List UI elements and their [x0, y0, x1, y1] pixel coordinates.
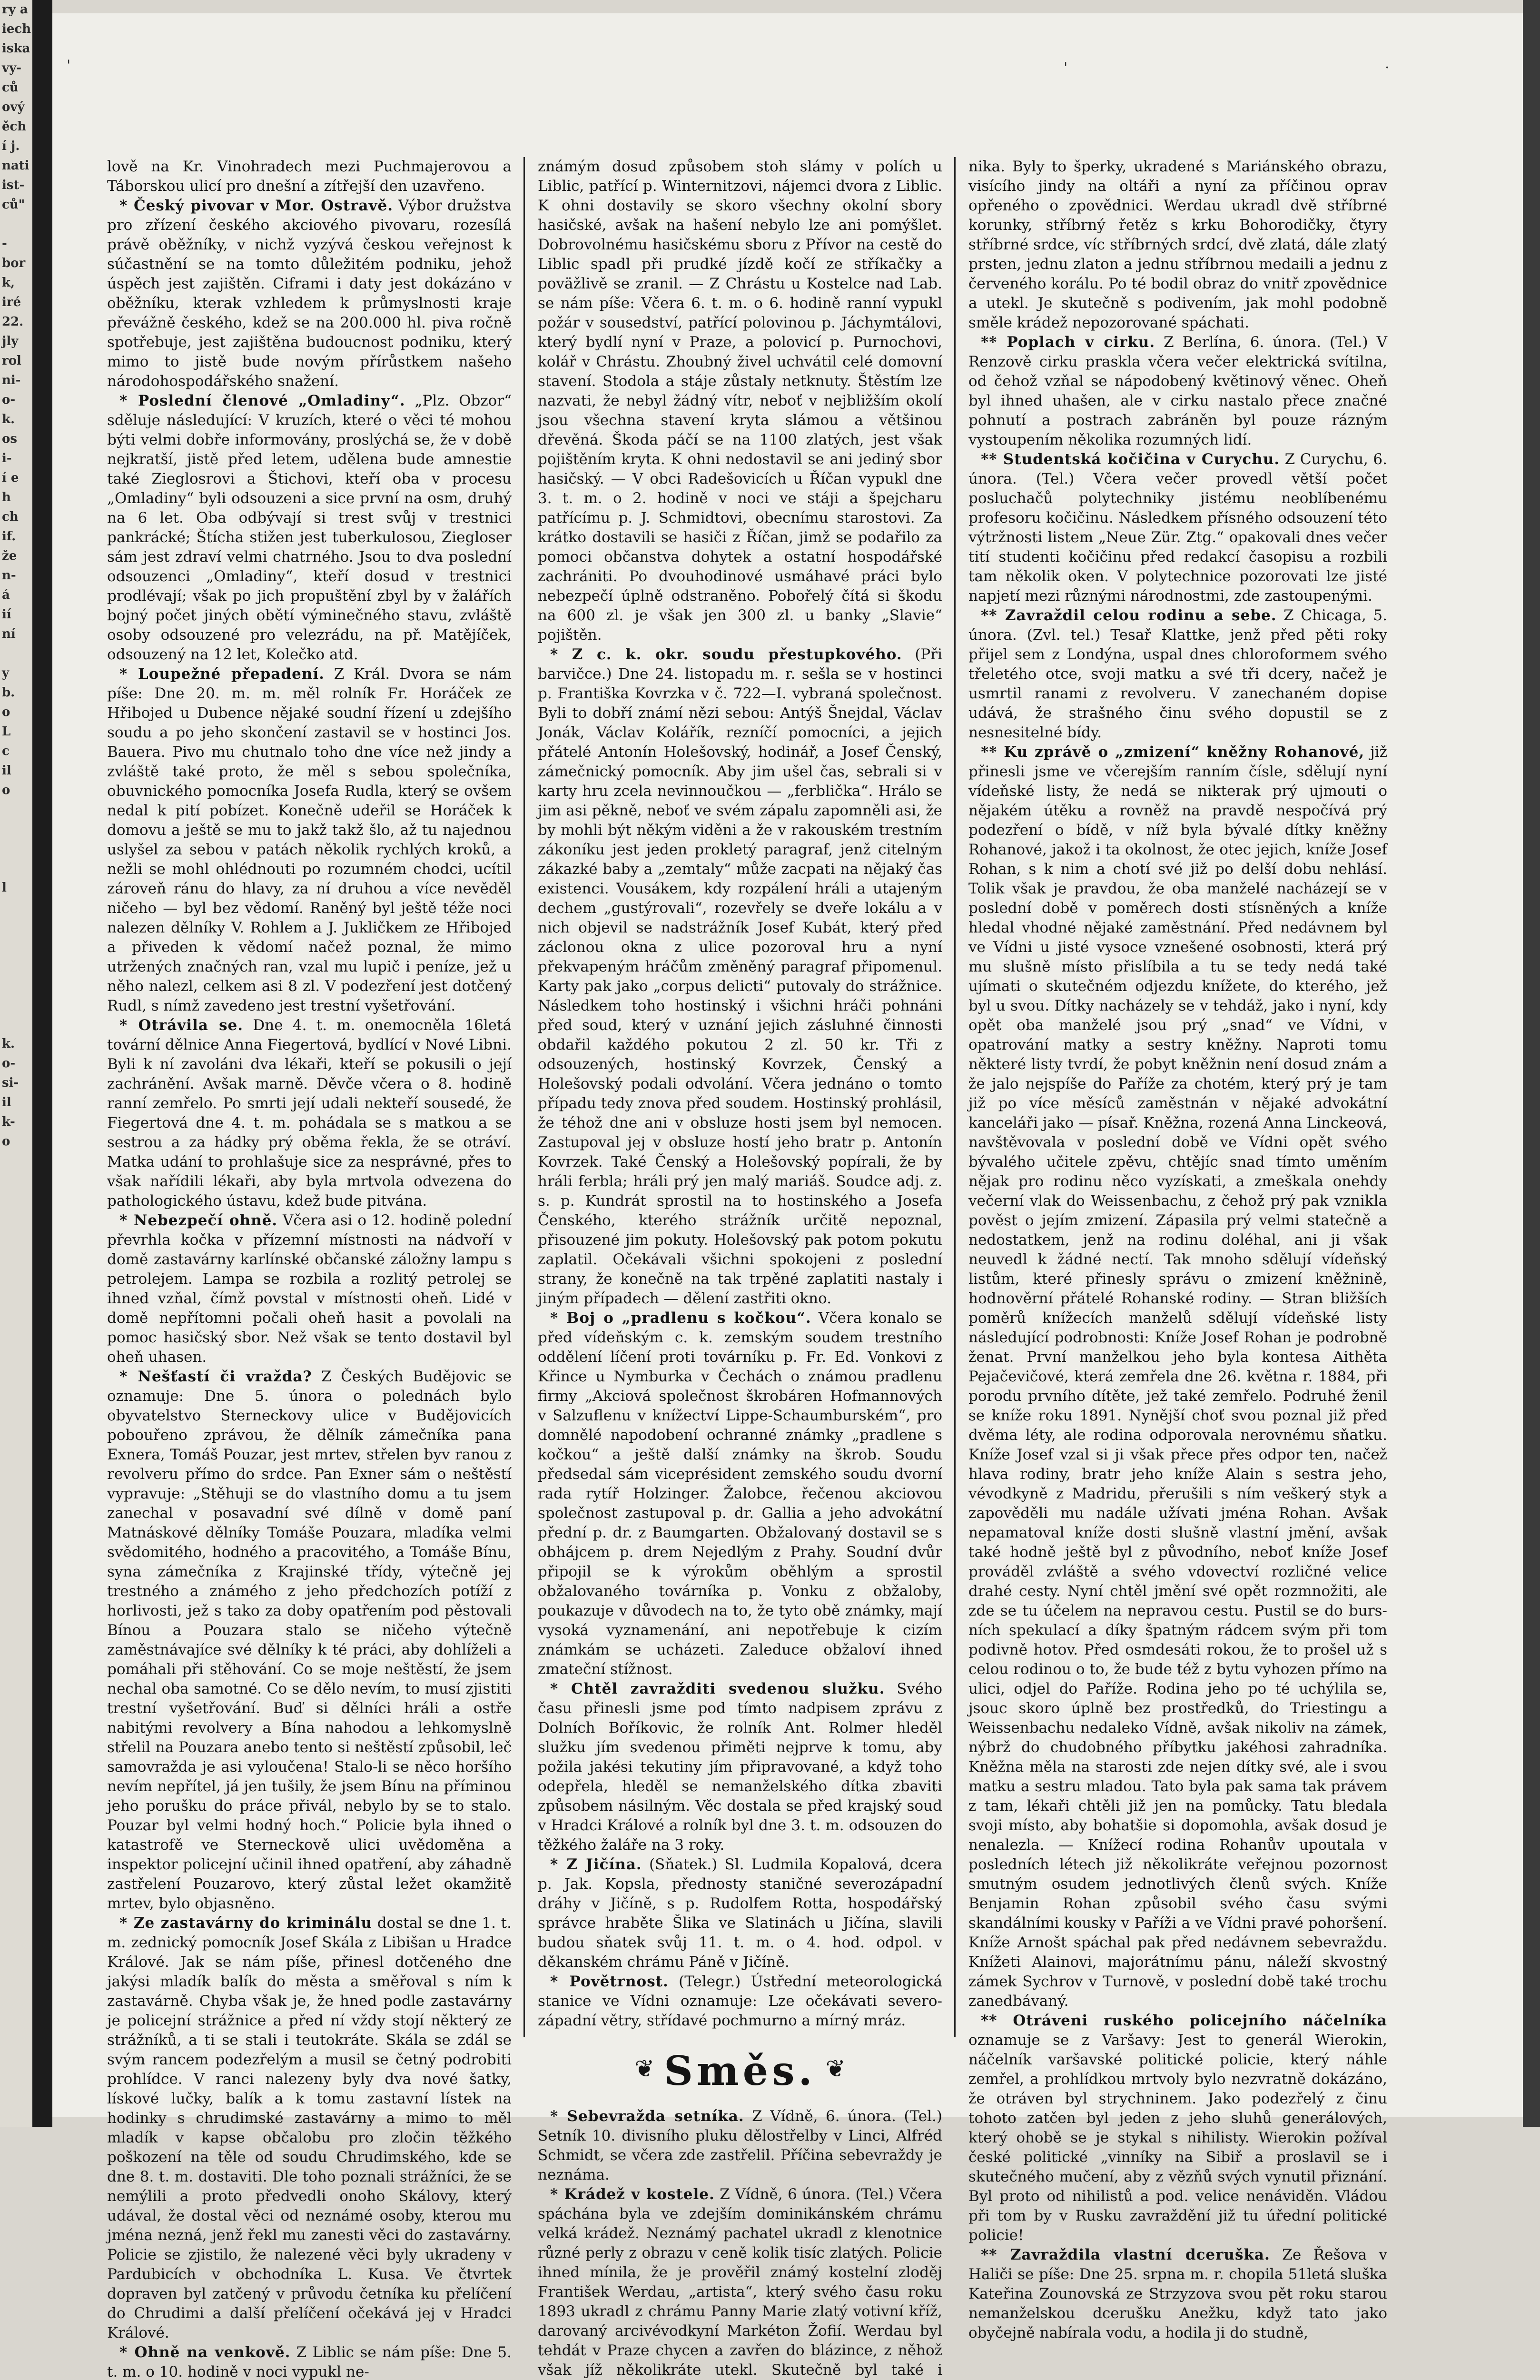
news-body: lově na Kr. Vinohradech mezi Puchmajerovou a Táborskou ulicí pro dnešní a zítřejší den uzavřeno.	[107, 158, 512, 195]
margin-fragment: k.	[2, 412, 15, 426]
column-rule	[954, 157, 956, 2037]
news-headline: ** Studentská kočičina v Curychu.	[981, 451, 1280, 468]
news-headline: * Z c. k. okr. soudu přestupkového.	[550, 646, 902, 663]
news-item	[107, 1914, 512, 2343]
news-headline: * Povětrnost.	[550, 1973, 669, 1990]
news-item	[107, 1211, 512, 1367]
margin-fragment: vy-	[2, 61, 22, 75]
margin-fragment: il	[2, 764, 11, 778]
margin-fragment: i-	[2, 451, 12, 466]
news-body: nika. Byly to šperky, ukradené s Mariánského obrazu, visícího jindy na oltáři a nyní za příčinou oprav opřeného o zpovědnici. Werdau ukradl dvě stříbrné korunky, stříbrný řetěz s krku Bohorodičky, čtyry stříbrné srdce, víc stříbrných srdcí, dvě zlatá, dále zlatý prsten, jednu zlaton a jednu stříbrnou medaili a jednu z červeného korálu. Po té bodil obraz do vnitř zpovědnice a utekl. Je skutečně s podivením, jak mohl podobně směle krádež nepozorované spáchati.	[968, 158, 1387, 331]
news-item	[968, 743, 1387, 2011]
previous-page-margin	[0, 0, 32, 2127]
margin-fragment: bor	[2, 256, 26, 270]
ornament-icon: ❦	[825, 2054, 846, 2082]
page-mark: ·	[1385, 60, 1390, 76]
news-item	[538, 157, 942, 645]
margin-fragment: ců"	[2, 198, 25, 212]
news-item	[538, 1972, 942, 2031]
news-body: Ze Řešova v Haliči se píše: Dne 25. srpna m. r. chopila 51letá sluška Kateřina Zounovská ze Strzyzova svou pět roku starou nemanželskou dcerušku Anežku, když tato jako obyčejně nabírala vodu, a hodila ji do studně,	[968, 2246, 1387, 2341]
news-item	[538, 2185, 942, 2380]
news-headline: ** Ku zprávě o „zmizení“ kněžny Rohanové,	[981, 744, 1365, 761]
margin-fragment: y	[2, 666, 10, 680]
news-body: (Sňatek.) Sl. Ludmila Kopalová, dcera p. Jak. Kopsla, přednosty staničné severozápadní dráhy v Jičíně, s p. Rudolfem Rotta, hospodářský správce hraběte Šlika ve Slatinách u Jičína, slavili budou sňatek svůj 11. t. m. o 4. hod. odpol. v děkanském chrámu Páně v Jičíně.	[538, 1856, 942, 1971]
margin-fragment: nati	[2, 159, 30, 173]
news-body: Z Berlína, 6. února. (Tel.) V Renzově cirku praskla včera večer elektrická svítilna, od čehož vzňal se nápodobený květinový věnec. Oheň byl ihned uhašen, ale v cirku nastalo přece značné pohnutí a postrach zabráněn byl pouze rázným vystoupením několika rozumných lidí.	[968, 334, 1388, 448]
news-headline: * Krádež v kostele.	[550, 2186, 715, 2203]
news-item	[538, 645, 942, 1309]
news-item	[538, 1855, 942, 1972]
margin-fragment	[0, 1151, 32, 1171]
margin-fragment: o	[2, 783, 10, 797]
news-headline: * Chtěl zavražditi svedenou služku.	[550, 1680, 885, 1697]
news-body: Včera asi o 12. hodině polední převrhla kočka v přízemní místnosti na nádvoří v domě zastavárny karlínské občanské záložny lampu s petrolejem. Lampa se rozbila a rozlitý petrolej se ihned vzňal, čímž povstal v místnosti oheň. Lidé v domě nepřítomni počali oheň hasit a povolali na pomoc hasičský sbor. Než však se tento dostavil byl oheň uhasen.	[107, 1212, 512, 1366]
margin-fragment: že	[2, 549, 17, 563]
column-3	[968, 157, 1388, 2341]
margin-fragment: ií	[2, 607, 11, 622]
margin-fragment: k-	[2, 1115, 15, 1129]
news-body: (Telegr.) Ústřední meteorologická stanice ve Vídni oznamuje: Lze očekávati severo-západní větry, střídavé pochmurno a mírný mráz.	[538, 1973, 943, 2029]
margin-fragment: ni-	[2, 373, 21, 387]
column-2	[538, 157, 943, 2379]
news-headline: * Český pivovar v Mor. Ostravě.	[119, 197, 394, 214]
news-item	[107, 1367, 512, 1914]
margin-fragment: o	[2, 705, 10, 719]
news-body: „Plz. Obzor“ sděluje následující: V kruzích, které o věci té mohou býti velmi dobře informovány, proslýchá se, že v době nejkratší, jistě před letem, udělena bude amnestie také Zieglosrovi a Štichovi, kteří oba v procesu „Omladiny“ byli odsouzeni a sice první na osm, druhý na 6 let. Oba odbývají si trest svůj v trestnici pankrácké; Štícha stižen jest tuberkulosou, Ziegloser sám jest zdraví velmi chatrného. Jsou to dva poslední odsouzenci „Omladiny“, kteří dosud v trestnici prodlévají; však po jich propuštění zbyl by v žalářích bojný počet jiných obětí výminečného stavu, zvláště osoby odsouzené pro velezrádu, na př. Matějíček, odsouzený na 12 let, Kolečko atd.	[107, 392, 512, 663]
news-item	[538, 1679, 942, 1855]
margin-fragment: 22.	[2, 315, 24, 329]
news-headline: * Nešťastí či vražda?	[119, 1368, 312, 1385]
news-body: Výbor družstva pro zřízení českého akciového pivovaru, rozesílá právě oběžníky, v nichž vyzývá českou veřejnost k súčastnění se na tomto důležitém podniku, jehož úspěch jest zajištěn. Ciframi i daty jest dokázáno v oběžníku, kterak vzhledem k průmyslnosti kraje převážně českého, kdež se na 200.000 hl. piva ročně spotřebuje, jest zajištěna budoucnost podniku, který mimo to jistě bude novým přírůstkem našeho národohospodářského snažení.	[107, 197, 512, 390]
margin-fragment: n-	[2, 568, 16, 583]
margin-fragment: o	[2, 1134, 10, 1149]
column-rule	[523, 157, 525, 2037]
news-item	[107, 1016, 512, 1211]
margin-fragment: o-	[2, 393, 16, 407]
margin-fragment: iska	[2, 41, 30, 56]
margin-fragment	[0, 1190, 32, 1210]
news-headline: * Boj o „pradlenu s kočkou“.	[550, 1309, 811, 1327]
news-body: Z Vídně, 6 února. (Tel.) Včera spáchána byla ve zdejším dominikánském chrámu velká krádež. Neznámý pachatel ukradl z klenotnice různé perly z obrazu v ceně kolik tisíc zlatých. Policie ihned mínila, že je prověřil známý kostelní zloděj František Werdau, „artista“, který svého času roku 1893 ukradl z chrámu Panny Marie zlatý votivní kříž, darovaný arcivévodkyní Markéton Žofií. Werdau byl tehdát v Praze chycen a zavřen do blázince, z něhož však jíž několikráte utekl. Skutečně byl také i	[538, 2186, 942, 2379]
news-item	[968, 450, 1387, 606]
margin-fragment	[0, 1015, 32, 1034]
margin-fragment	[0, 839, 32, 859]
margin-fragment	[0, 644, 32, 664]
margin-fragment	[0, 1171, 32, 1190]
margin-fragment: -	[2, 237, 7, 251]
margin-fragment: ry a	[2, 2, 28, 17]
news-headline: * Z Jičína.	[550, 1856, 642, 1873]
news-body: Z Českých Budějovic se oznamuje: Dne 5. února o polednách bylo obyvatelstvo Sterneckovy ulice v Budějovicích pobouřeno zprávou, že dělník zámečníka pana Exnera, Tomáš Pouzar, jest mrtev, střelen byv ranou z revolveru přímo do srdce. Pan Exner sám o neštěstí vypravuje: „Stěhuji se do vlastního domu a tu jsem zanechal v posavadní své dílně v domě paní Matnáskové dělníky Tomáše Pouzara, mladíka velmi svědomitého, hodného a pracovitého, a Tomáše Bínu, syna zámečníka z Krajinské třídy, výtečně jej trestného a známého z jeho předchozích potíží z horlivosti, jež s tako za doby opatřením pod pěstovali Bínou a Pouzara stalo se ničeho výtečně zaměstnávajíce své dělníky k té práci, aby dohlíželi a pomáhali při stěhování. Co se moje neštěstí, že jsem nechal oba samotné. Co se dělo nevím, to musí zjistiti trestní vyšetřování. Buď si dělníci hráli a ostře nabitými revolvery a Bína nahodou a lehkomyslně střelil na Pouzara anebo tento si neštěstí způsobil, leč samovražda je asi vyloučena! Stalo-li se něco horšího nevím nepřítel, já jen tušily, že jsem Bínu na příminou jeho porušku do práce přivál, nebylo by se to stalo. Pouzar byl velmi hodný hoch.“ Policie byla ihned o katastrofě ve Sterneckově ulici uvědoměna a inspektor policejní učinil ihned opatření, aby záhadně zastřelení Pouzarovo, který zůstal ležet okamžitě mrtev, bylo objasněno.	[107, 1368, 512, 1912]
margin-fragment	[0, 898, 32, 917]
news-body: známým dosud způsobem stoh slámy v polích u Liblic, patřící p. Winternitzovi, nájemci dvora z Liblic. K ohni dostavily se skoro všechny okolní sbory hasičské, avšak na hašení nebylo lze ani pomýšlet. Dobrovolnému hasičskému sboru z Přívor na cestě do Liblic spadl při prudké jízdě kočí ze stříkačky a poväžlivě se zranil. — Z Chrástu u Kostelce nad Lab. se nám píše: Včera 6. t. m. o 6. hodině ranní vypukl požár v sousedství, patřící polovinou p. Jáchymtálovi, který bydlí nyní v Praze, a polovicí p. Purnochovi, kolář v Chrástu. Zhoubný živel uchvátil celé domovní stavení. Stodola a stáje zůstaly netknuty. Štěstím lze nazvati, že nebyl žádný vítr, neboť v nejbližším okolí jsou všechna stavení kryta slámou a většinou dřevěná. Škoda páčí se na 1100 zlatých, jest však pojištěním kryta. K ohni nedostavil se ani jediný sbor hasičský. — V obci Radešovicích u Říčan vypukl dne 3. t. m. o 2. hodině v noci ve stáji a špejcharu patřícímu p. J. Schmidtovi, obecnímu starostovi. Za krátko dostavili se hasiči z Říčan, jimž se podařilo za pomoci občanstva dohytek a ostatní hospodářské zachrániti. Po dvouhodinové usmáhavé práci bylo nebezpečí úplně odstraněno. Pobořelý čítá si škodu na 600 zl. je však jen 300 zl. u banky „Slavie“ pojištěn.	[538, 158, 942, 644]
margin-fragment	[0, 859, 32, 878]
news-headline: * Sebevražda setníka.	[550, 2108, 744, 2125]
margin-fragment: iech	[2, 22, 31, 36]
margin-fragment: il	[2, 1095, 11, 1110]
margin-fragment: ců	[2, 80, 19, 95]
news-headline: ** Poplach v cirku.	[981, 334, 1155, 351]
margin-fragment: iré	[2, 295, 21, 309]
news-item	[968, 333, 1387, 450]
news-item	[538, 1309, 942, 1679]
news-headline: ** Zavraždil celou rodinu a sebe.	[981, 607, 1277, 624]
margin-fragment	[0, 215, 32, 234]
margin-fragment: b.	[2, 685, 15, 700]
section-rubric	[538, 2031, 942, 2107]
margin-fragment	[0, 917, 32, 937]
margin-fragment: í e	[2, 471, 19, 485]
news-item	[107, 664, 512, 1016]
page-edge	[1523, 0, 1540, 2127]
news-headline: * Poslední členové „Omladiny“.	[119, 392, 405, 409]
news-item	[107, 2343, 512, 2380]
margin-fragment: si-	[2, 1076, 19, 1090]
margin-fragment: if.	[2, 529, 16, 544]
margin-fragment	[0, 976, 32, 995]
news-item	[968, 157, 1387, 333]
margin-fragment: í j.	[2, 139, 20, 153]
margin-fragment: ist-	[2, 178, 25, 192]
margin-fragment: o-	[2, 1056, 16, 1071]
news-item	[968, 2011, 1387, 2245]
news-item	[968, 2245, 1387, 2343]
margin-fragment: os	[2, 432, 17, 446]
margin-fragment: c	[2, 744, 10, 758]
news-body: (Při barvičce.) Dne 24. listopadu m. r. sešla se v hostinci p. Františka Kovrzka v č. 722—I. vybraná společnost. Byli to dobří známí nězi sebou: Antýš Šnejdal, Václav Jonák, Václav Kolářík, rezníčí pomocníci, a jejich přátelé Antonín Holešovský, hodinář, a Josef Čenský, zámečnický pomocník. Aby jim ušel čas, sebrali si v karty hru zcela nevinnoučkou — „ferblička“. Hrálo se jim asi pěkně, neboť ve svém zápalu zapomněli asi, že by mohli být někým viděni a že v rakouském trestním zákoníku jest jeden prokletý paragraf, jenž citelným zákazké baby a „zemtaly“ může zacpati na nějaký čas existenci. Vousákem, kdy rozpálení hráli a utajeným dechem „gustýrovali“, rozevřely se dveře lokálu a v nich objevil se nadstrážník Josef Kubát, který před záclonou okna z ulice pozoroval hru a nyní překvapeným hráčům změněný paragraf připomenul. Karty pak jako „corpus delicti“ putovaly do strážnice. Následkem toho hostinský i všichni hráči pohnáni před soud, který v uznání jejich zásluhné činnosti obdařil každého pokutou 2 zl. 50 kr. Tři z odsouzených, hostinský Kovrzek, Čenský a Holešovský podali odvolání. Včera jednáno o tomto případu tedy znova před soudem. Hostinský prohlásil, že téhož dne ani v obsluze hosti jsem byl nemocen. Zastupoval jej v obsluze hostí jeho bratr p. Antonín Kovrzek. Také Čenský a Holešovský popírali, že by hráli ferbla; hráli prý jen malý mariáš. Soudce adj. z. s. p. Kundrát sprostil na to hostinského a Josefa Čenského, kterého strážník určitě nepoznal, přisouzené jim pokuty. Holešovský pak potom pokutu zaplatil. Očekávali všichni spokojeni z poslední strany, že konečně na tak trpěné zaplatiti nastaly i jiným případech — dělení zastřiti okno.	[538, 646, 942, 1307]
news-headline: * Nebezpečí ohně.	[119, 1212, 278, 1229]
news-body: dostal se dne 1. t. m. zednický pomocník Josef Skála z Libišan u Hradce Králové. Jak se nám píše, přinesl dotčeného dne jakýsi mladík balík do města a směřoval s ním k zastavárně. Chyba však je, že hned podle zastavárny je policejní strážnice a před ní vždy stojí některý ze strážníků, a ti se stali i teutokráte. Skála se zdál se svým rancem podezřelým a musil se četný podrobiti prohlídce. V ranci nalezeny byly dva nové šatky, lískové lučky, balík a k tomu zastavní lístek na hodinky s chrudimské zastavárny a mimo to měl mladík v kapse občalobu pro zločin těžkého poškození na těle od soudu Chrudimského, kde se dne 8. t. m. dostaviti. Dle toho poznali strážníci, že se nemýlili a proto předvedli onoho Skálovy, který udával, že dostal věci od neznámé osoby, kterou mu jména nezná, jenž řekl mu zanesti věci do zastavárny. Policie se zjistilo, že nalezené věci byly ukradeny v Pardubicích v obchodníka L. Kusa. Ve čtvrtek dopraven byl zatčený v průvodu četníka ku přelíčení do Chrudimi a další přelíčení očekává jej v Hradci Králové.	[107, 1914, 512, 2341]
news-body: Včera konalo se před vídeňským c. k. zemským soudem trestního oddělení líčení proti továrníku p. Fr. Ed. Vonkovi z Křince u Nymburka v Čechách o známou pradlenu firmy „Akciová společnost škrobáren Hofmannových v Salzuflenu v knížectví Lippe-Schaumburském“, pro domnělé napodobení ochranné známky „pradlene s kočkou“ a ještě další známky na škrob. Soudu předsedal sám viceprésident zemského soudu dvorní rada rytíř Holzinger. Žalobce, řečenou akciovou společnost zastupoval p. dr. Gallia a jeho advokátní přední p. dr. z Baumgarten. Obžalovaný dostavil se s obhájcem p. drem Nejedlým z Prahy. Soudní dvůr připojil se k výrokům oběhlým a sprostil obžalovaného továrníka p. Vonku z obžaloby, poukazuje v důvodech na to, že tyto obě známky, mají vysoká vyznamenání, ani nepotřebuje k cizím známkám se ucházeti. Zaleduce obžaloví ihned zmateční stížnost.	[538, 1309, 942, 1678]
news-body: Z Vídně, 6. února. (Tel.) Setník 10. divisního pluku dělostřelby v Linci, Alfréd Schmidt, se včera zde zastřelil. Příčina sebevraždy je neznáma.	[538, 2108, 943, 2183]
news-body: Svého času přinesli jsme pod tímto nadpisem zprávu z Dolních Boříkovic, že rolník Ant. Rolmer hleděl služku jím svedenou přiměti nejprve k tomu, aby požila jakési tekutiny jím připravované, a když toho odepřela, hleděl se nemanželského dítka zbaviti způsobem násilným. Věc dostala se před krajský soud v Hradci Králové a rolník byl dne 3. t. m. odsouzen do těžkého žaláře na 3 roky.	[538, 1680, 942, 1854]
margin-fragment: k.	[2, 1037, 15, 1051]
page-mark: '	[67, 57, 71, 74]
news-body: Dne 4. t. m. onemocněla 16letá tovární dělnice Anna Fiegertová, bydlící v Nové Libni. Byli k ní zavoláni dva lékaři, kteří se pokusili o její zachránění. Avšak marně. Děvče včera o 8. hodině ranní zemřelo. Po smrti její udali nekteří sousedé, že Fiegertová dne 4. t. m. pohádala se s matkou a se sestrou a za hádky prý oběma řekla, že se otráví. Matka udání to prohlašuje sice za nesprávné, přes to však nařídili lékaři, aby byla mrtvola odvezena do pathologického ústavu, kdež bude pitvána.	[107, 1017, 512, 1210]
margin-fragment	[0, 800, 32, 820]
page-mark: '	[1064, 60, 1068, 76]
margin-fragment: á	[2, 588, 10, 602]
margin-fragment: h	[2, 490, 11, 505]
margin-fragment	[0, 937, 32, 956]
margin-fragment: L	[2, 724, 11, 739]
news-item	[968, 606, 1387, 743]
news-item	[107, 391, 512, 664]
news-headline: ** Otráveni ruského policejního náčelníka	[981, 2012, 1387, 2029]
news-body: Z Liblic se nám píše: Dne 5. t. m. o 10. hodině v noci vypukl ne-	[107, 2344, 512, 2380]
news-headline: ** Zavraždila vlastní dceruška.	[981, 2246, 1270, 2263]
news-body: oznamuje se z Varšavy: Jest to generál Wierokin, náčelník varšavské politické policie, který náhle zemřel, a prohlídkou mrtvoly bylo nezvratně dokázáno, že otráven byl strychninem. Jako podezřelý z činu tohoto zatčen byl jeden z jeho sluhů generálových, který ohobě se je stykal s nihilisty. Wierokin požíval české politické „vinníky na Sibiř a proslavil se i skutečného mučení, aby z vězňů svých vynutil přiznání. Byl proto od nihilistů a pod. velice nenáviděn. Vládou při tom by v Rusku zavraždění již tu úřední politické policie!	[968, 2032, 1387, 2244]
margin-fragment: l	[2, 881, 7, 895]
margin-fragment	[0, 956, 32, 976]
news-body: Z Chicaga, 5. února. (Zvl. tel.) Tesař Klattke, jenž před pěti roky přijel sem z Londýna, uspal dnes chloroformem svého třeletého otce, svoji matku a své tři dcery, načež je usmrtil ranami z revolveru. V zanechaném dopise udává, že strašného činu svého dopustil se z nesnesitelné bídy.	[968, 607, 1388, 741]
margin-fragment: ch	[2, 510, 19, 524]
ornament-icon: ❦	[634, 2054, 655, 2082]
section-title: Směs.	[664, 2047, 816, 2094]
margin-fragment: k,	[2, 276, 15, 290]
margin-fragment: ěch	[2, 119, 27, 134]
margin-fragment	[0, 995, 32, 1015]
news-headline: * Ohně na venkově.	[119, 2344, 291, 2361]
news-headline: * Loupežné přepadení.	[119, 665, 325, 683]
margin-fragment: ový	[2, 100, 25, 114]
column-1	[107, 157, 512, 2380]
news-item	[107, 196, 512, 391]
margin-fragment: ní	[2, 627, 16, 641]
news-body: Z Král. Dvora se nám píše: Dne 20. m. m. měl rolník Fr. Horáček ze Hřibojed u Dubence nějaké soudní řízení u zdejšího soudu a po jeho skončení zastavil se v hostinci Jos. Bauera. Pivo mu chutnalo toho dne více než jindy a zvláště také proto, že měl s sebou společníka, obuvnického pomocníka Josefa Rudla, který se ovšem nedal k pití pobízet. Konečně udeřil se Horáček k domovu a ještě se mu to jakž takž šlo, až tu najednou uslyšel za sebou v patách několik rychlých kroků, a nežli se mohl ohlédnouti po rozumném chodci, ucítil zároveň ránu do hlavy, za ní druhou a více nevěděl ničeho — byl bez vědomí. Raněný byl ještě téže noci nalezen dělníky V. Rohlem a J. Jukličkem ze Hřibojed a přiveden k vědomí načež poznal, že mimo utržených značných ran, vzal mu lupič i peníze, jež u něho nalezl, celkem asi 8 zl. V podezření jest dotčený Rudl, s nímž zavedeno jest trestní vyšetřování.	[107, 665, 512, 1014]
news-headline: * Ze zastavárny do kriminálu	[119, 1914, 373, 1932]
margin-fragment: rol	[2, 354, 21, 368]
news-body: již přinesli jsme ve včerejším ranním čísle, sdělují nyní vídeňské listy, že nedá se nikterak prý ujmouti o nějakém útěku a rovněž na pravdě nespočívá prý podezření o bídě, v níž byla bývalé dítky kněžny Rohanové, jakož i ta okolnost, že otec jejich, kníže Josef Rohan, s k nim a chotí své již po delší dobu nehlásí. Tolik však je pravdou, že oba manželé nacházejí se v poslední době v poměrech dosti stísněných a kníže hledal vhodné nějaké zaměstnání. Před nedávnem byl ve Vídni u jisté vysoce vznešené osobnosti, která prý mu slušně místo přislíbila a tu se tedy nedá také ujímati o skutečném odjezdu knížete, do kterého, jež byl u svou. Dítky nacházely se v tehdáž, jako i nyní, kdy opět oba manželé jsou prý „snad“ ve Vídni, v opatrování matky a sestry kněžny. Naproti tomu některé listy tvrdí, že pobyt kněžnin není dosud znám a že jalo nejspíše do Paříže za chotém, který prý je tam již po více měsíců zaměstnán v nějaké advokátní kanceláři jako — písař. Kněžna, rozená Anna Linckeová, navštěvovala v poslední době ve Vídni opět svého bývalého učitele zpěvu, chtějíc snad tímto uměním nějak pro rodinu něco vyzískati, a zmeškala onehdy večerní vlak do Weissenbachu, z čehož prý pak vznikla pověst o jejím zmizení. Zápasila prý velmi statečně a nedostatkem, jenž na rodinu doléhal, ani ji však neuvedl k žádné nectí. Tak mnoho sdělují vídeňský listům, které přinesly správu o zmizení kněžnině, hodnověrní přátelé Rohanské rodiny. — Stran bližších poměrů knížecích manželů sdělují vídeňské listy následující podrobnosti: Kníže Josef Rohan je podrobně ženat. První manželkou jeho byla kontesa Aithěta Pejačevičové, která zemřela dne 26. května r. 1884, při porodu prvního dítěte, jež také zemřelo. Podruhé ženil se kníže roku 1891. Nynější choť svou poznal již před dvěma léty, ale rodina odporovala nerovnému sňatku. Kníže Josef vzal si ji však přece přes odpor ten, načež hlava rodiny, bratr jeho kníže Alain s sestra jeho, vévodkyně z Madridu, přerušili s ním veškerý styk a zapověděli mu nadále užívati jména Rohan. Avšak nepamatoval kníže dosti slušně vlastní jmění, avšak také hodně ještě byl z původního, neboť kníže Josef prováděl zvláště a svého vdovectví rozličné velice drahé cesty. Nyní chtěl jmění své opět rozmnožiti, ale zde se tu účelem na nepravou cestu. Pustil se do bursních spekulací a díky špatným rádcem svým při tom podivně hotov. Před osmdesáti rokou, že to prošel už s celou rodinou o to, že bude též z bytu vyhozen přímo na ulici, odjel do Paříže. Rodina jeho po té uchýlila se, jsouc skoro úplně bez prostředků, do Triestingu a Weissenbachu nedaleko Vídně, avšak nikoliv na zámek, nýbrž do chudobného příbytku jakéhosi zahradníka. Kněžna měla na starosti zde nejen dítky své, ale i svou matku a sestru mladou. Tato byla pak sama tak právem z tam, lékaři chtěli již jen na pomůcky. Tatu bledala svoji místo, aby bohatšie si dopomohla, avšak dosud je nenalezla. — Knížecí rodina Rohanův upoutala v posledních létech již několikráte veřejnou pozornost smutným osudem jednotlivých členů svých. Kníže Benjamin Rohan způsobil svého času svými skandálními kousky v Paříži a ve Vídni pravé pohoršení. Kníže Arnošt spáchal pak před nedávnem sebevraždu. Knížeti Alainovi, majorátnímu pánu, náleží skvostný zámek Sychrov v Turnově, v poslední době také trochu zanedbávaný.	[968, 744, 1387, 2010]
binding-gutter	[32, 0, 52, 2127]
news-item	[107, 157, 512, 196]
news-body: Z Curychu, 6. února. (Tel.) Včera večer provedl větší počet posluchačů polytechniky jistému neoblíbenému profesoru kočičinu. Následkem přísného odsouzení této výtržnosti listem „Neue Zür. Ztg.“ opakovali dnes večer tití studenti kočičinu před redakcí časopisu a rozbili tam několik oken. V polytechnice pozorovati lze jisté napjetí mezi různými národnostmi, zde zastoupenými.	[968, 451, 1387, 605]
news-item	[538, 2107, 942, 2185]
margin-fragment: jly	[2, 334, 19, 348]
news-headline: * Otrávila se.	[119, 1017, 244, 1034]
margin-fragment	[0, 820, 32, 839]
